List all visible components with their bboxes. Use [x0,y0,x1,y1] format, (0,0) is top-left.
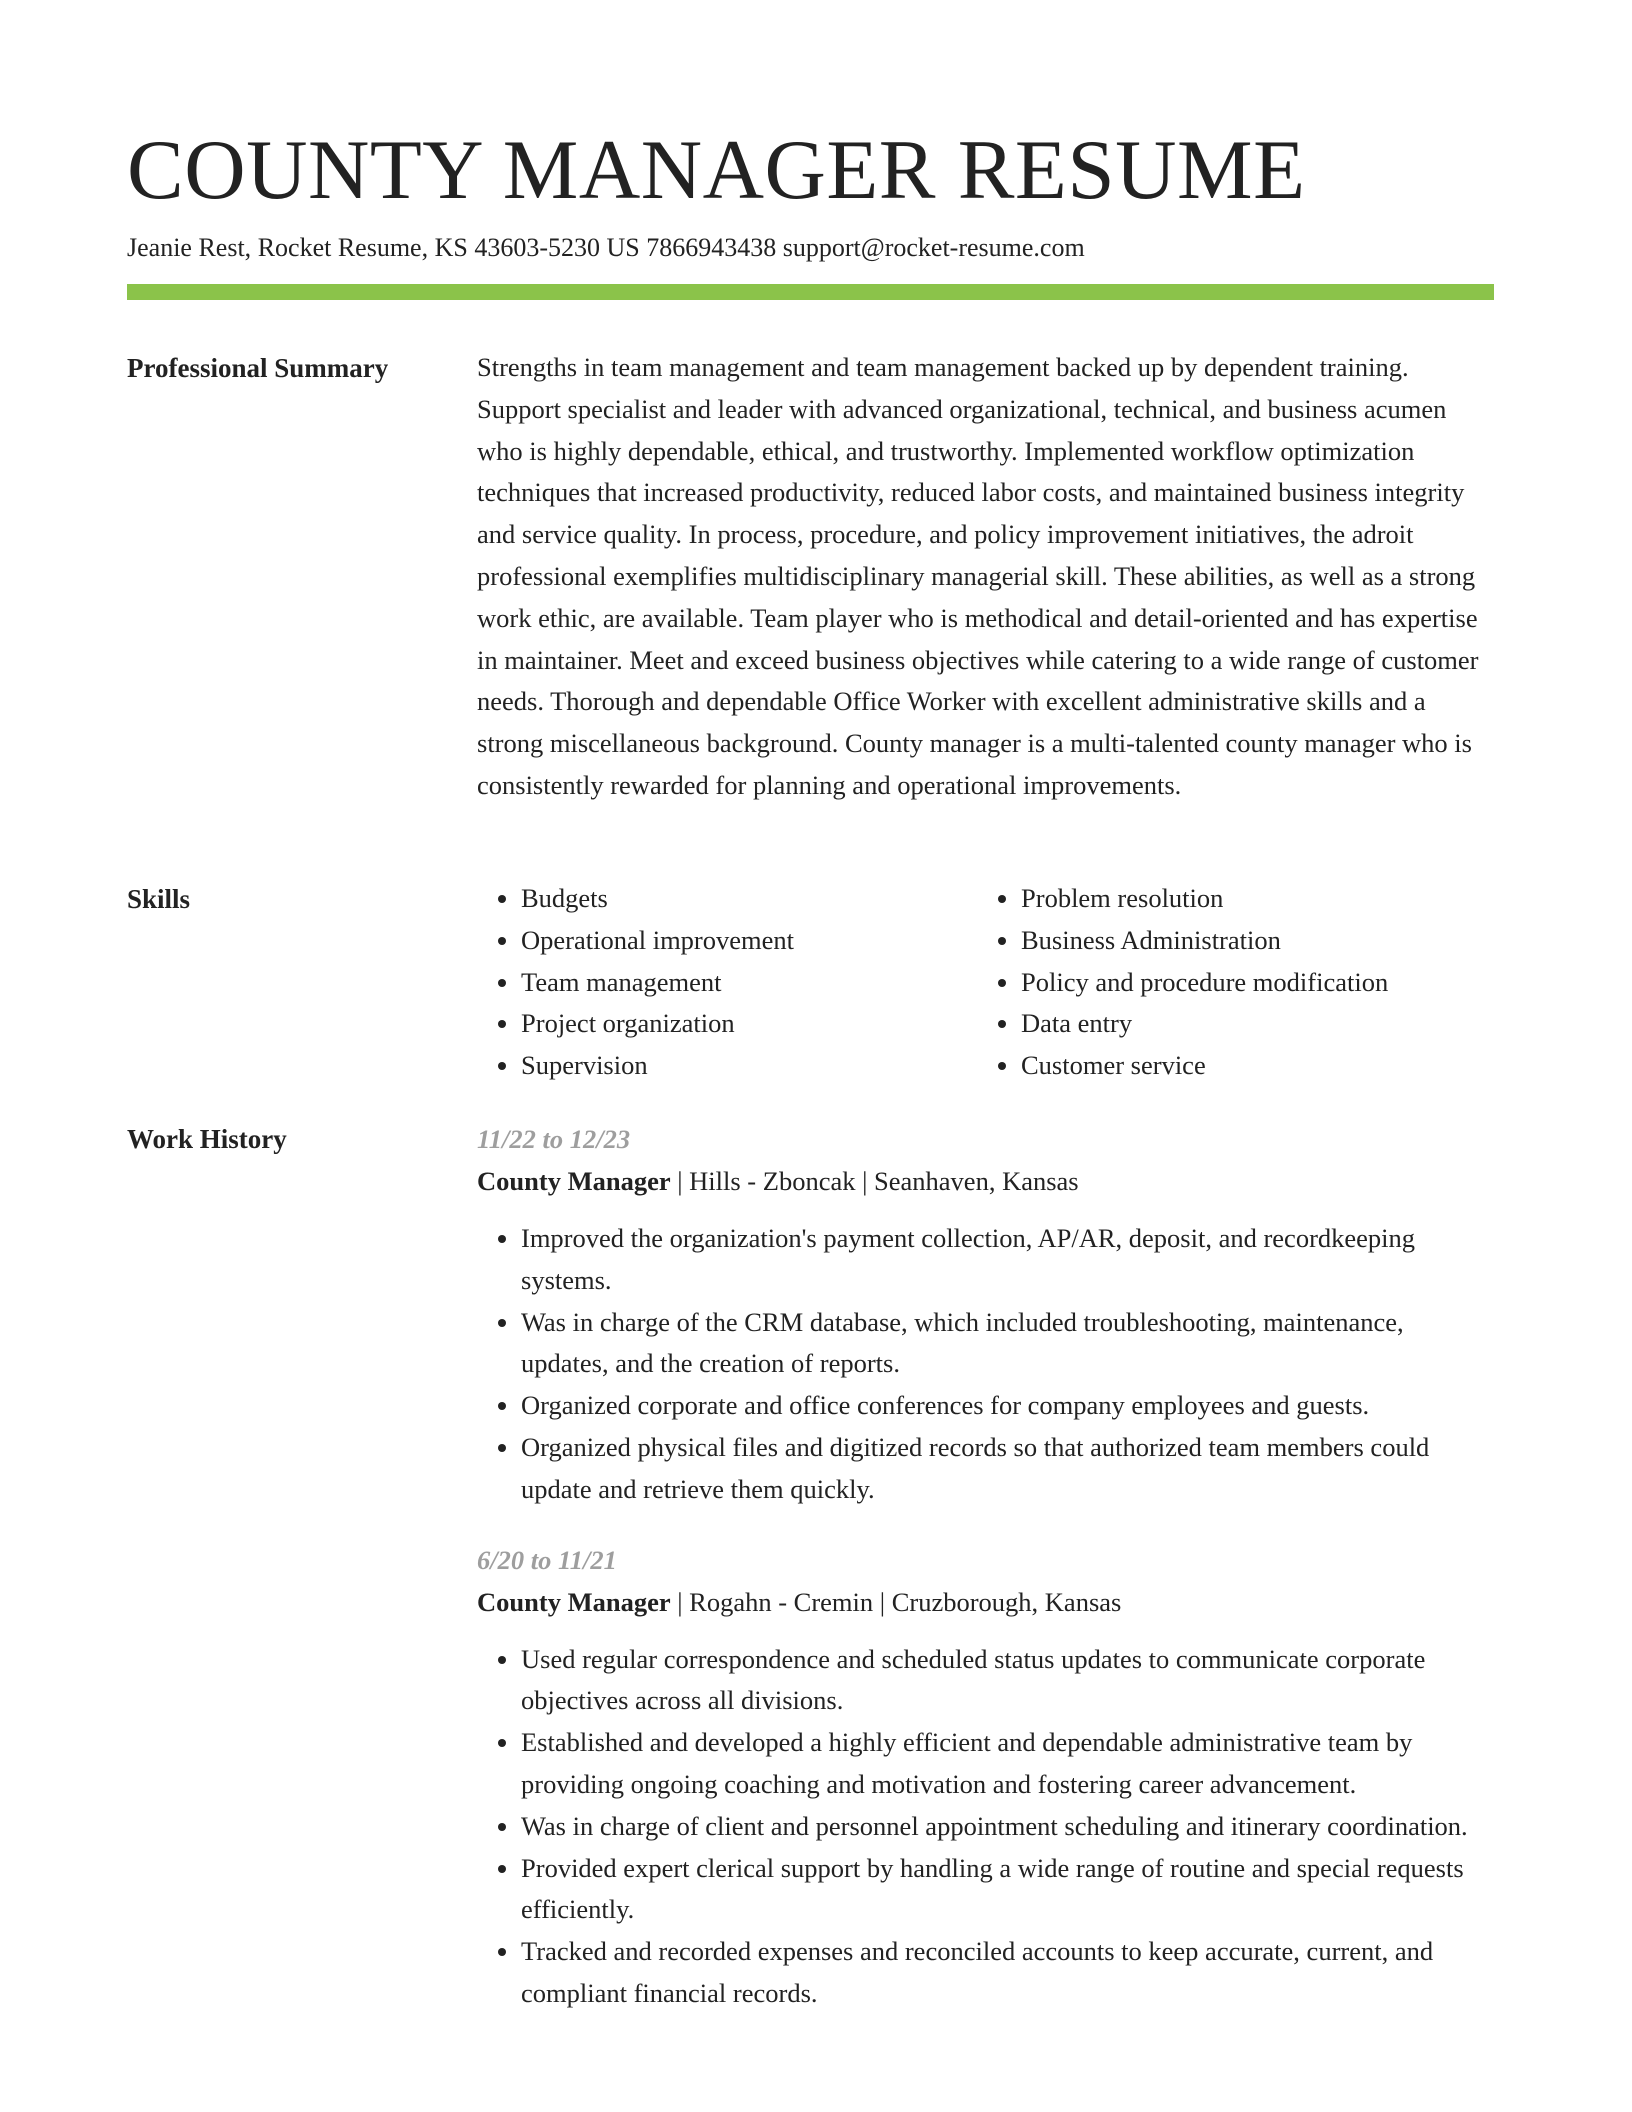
job-bullet: • Was in charge of client and personnel appointment scheduling and itinerary coordination. [521,1806,1494,1848]
job-bullet: • Improved the organization's payment collection, AP/AR, deposit, and recordkeeping systems. [521,1218,1494,1302]
job-bullet: • Organized physical files and digitized records so that authorized team members could update and retrieve them quickly. [521,1427,1494,1511]
contact-city: Rocket Resume, [257,233,429,262]
summary-heading: Professional Summary [127,353,389,383]
skill-item: • Team management [521,962,977,1004]
contact-line [127,230,1085,266]
job-heading [477,1581,1494,1623]
contact-name: Jeanie Rest, [127,233,252,262]
header-divider [127,284,1494,300]
job-title: County Manager [477,1586,671,1617]
job-bullet: • Used regular correspondence and scheduled status updates to communicate corporate objectives across all divisions. [521,1639,1494,1723]
skills-heading: Skills [127,884,191,914]
contact-state-zip: KS 43603-5230 [434,233,601,262]
work-history-body [477,1118,1494,2043]
summary-text: Strengths in team management and team management backed up by dependent training. Support specialist and leader with advanced organizational, technical, and business acumen who is highly dependable, ethical, and trustworthy. Implemented workflow optimization techniques that increased productivity, reduced labor costs, and maintained business integrity and service quality. In process, procedure, and policy improvement initiatives, the adroit professional exemplifies multidisciplinary managerial skill. These abilities, as well as a strong work ethic, are available. Team player who is methodical and detail-oriented and has expertise in maintainer. Meet and exceed business objectives while catering to a wide range of customer needs. Thorough and dependable Office Worker with excellent administrative skills and a strong miscellaneous background. County manager is a multi-talented county manager who is consistently rewarded for planning and operational improvements. [477,352,1479,800]
job-bullet: • Provided expert clerical support by handling a wide range of routine and special requests efficiently. [521,1848,1494,1932]
skill-item: • Project organization [521,1003,977,1045]
skill-item: • Business Administration [1021,920,1477,962]
skill-item: • Budgets [521,878,977,920]
contact-phone: 7866943438 [646,233,777,262]
skills-list-right [977,878,1477,1087]
job-bullet-list [477,1639,1494,2015]
skills-body [477,878,1494,1087]
job-bullet: • Was in charge of the CRM database, which included troubleshooting, maintenance, updates, and the creation of reports. [521,1302,1494,1386]
skill-item: • Problem resolution [1021,878,1477,920]
skill-item: • Customer service [1021,1045,1477,1087]
job-bullet: • Tracked and recorded expenses and reconciled accounts to keep accurate, current, and compliant financial records. [521,1931,1494,2015]
skill-item: • Data entry [1021,1003,1477,1045]
job-bullet: • Organized corporate and office conferences for company employees and guests. [521,1385,1494,1427]
job-details: | Hills - Zboncak | Seanhaven, Kansas [670,1166,1079,1196]
summary-body [477,347,1494,807]
skill-item: • Operational improvement [521,920,977,962]
job-entry [477,1118,1494,1511]
job-bullet: • Established and developed a highly efficient and dependable administrative team by providing ongoing coaching and motivation and fostering career advancement. [521,1722,1494,1806]
skill-item: • Supervision [521,1045,977,1087]
work-history-heading: Work History [127,1124,287,1154]
job-dates: 6/20 to 11/21 [477,1544,617,1575]
job-title: County Manager [477,1166,671,1196]
contact-country: US [606,233,640,262]
job-heading [477,1160,1494,1202]
skills-list-left [477,878,977,1087]
resume-title: COUNTY MANAGER RESUME [127,123,1306,217]
skill-item: • Policy and procedure modification [1021,962,1477,1004]
job-details: | Rogahn - Cremin | Cruzborough, Kansas [670,1586,1122,1617]
job-bullet-list [477,1218,1494,1511]
job-dates: 11/22 to 12/23 [477,1124,631,1154]
contact-email: support@rocket-resume.com [782,233,1085,262]
job-entry [477,1539,1494,2015]
